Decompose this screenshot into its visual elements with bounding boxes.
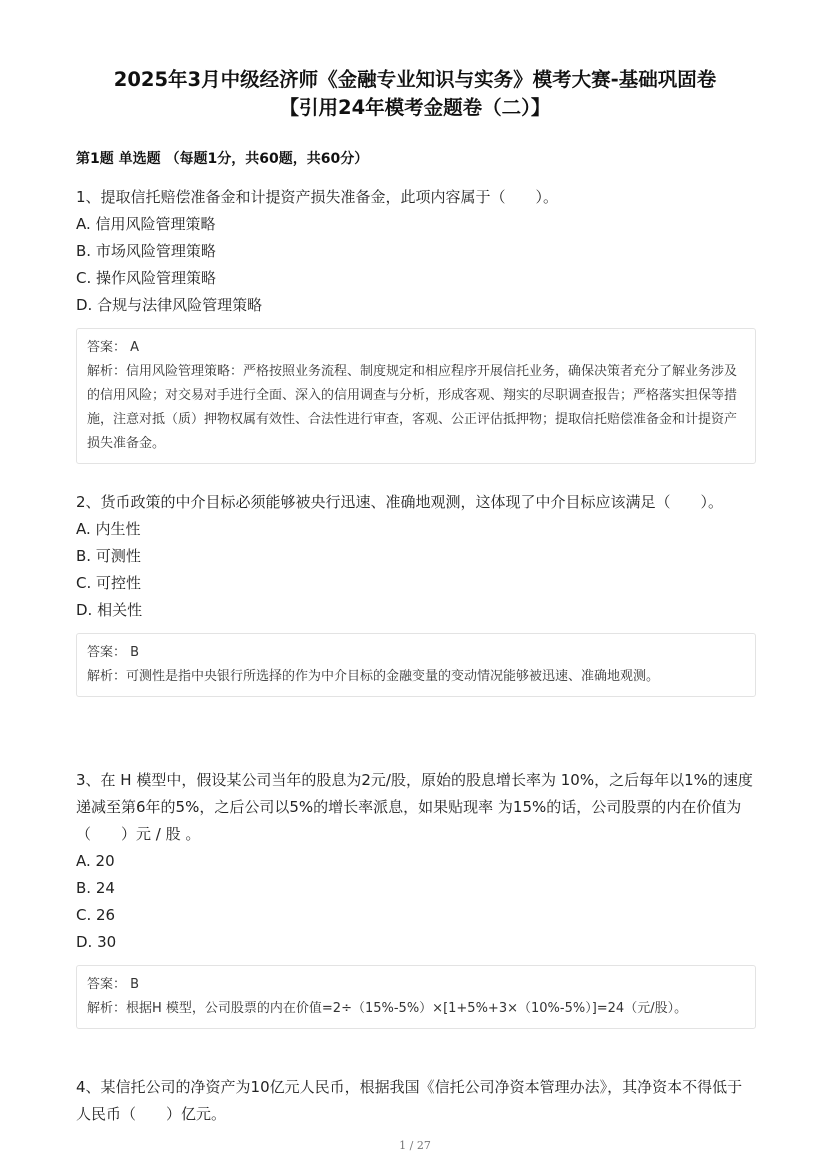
option-a[interactable]: A. 20 — [76, 852, 115, 870]
answer-box — [76, 328, 756, 464]
page-title — [40, 66, 790, 122]
answer-text: 答案： A — [87, 340, 140, 355]
question-3 — [76, 767, 756, 1029]
question-stem: 3、在 H 模型中，假设某公司当年的股息为2元/股，原始的股息增长率为 10%，之后每年以1%的速度递减至第6年的5%，之后公司以5%的增长率派息，如果贴现率 为15%的话，公司股票的内在价值为（ ）元 / 股 。 — [76, 771, 753, 843]
question-2 — [76, 489, 756, 697]
option-c[interactable]: C. 操作风险管理策略 — [76, 269, 217, 287]
option-d[interactable]: D. 相关性 — [76, 601, 143, 619]
page-number: 1 / 27 — [399, 1139, 431, 1152]
question-stem: 2、货币政策的中介目标必须能够被央行迅速、准确地观测，这体现了中介目标应该满足（ ）。 — [76, 493, 724, 511]
option-c[interactable]: C. 26 — [76, 906, 116, 924]
option-a[interactable]: A. 信用风险管理策略 — [76, 215, 216, 233]
answer-box — [76, 633, 756, 697]
option-c[interactable]: C. 可控性 — [76, 574, 142, 592]
analysis-text: 解析：根据H 模型，公司股票的内在价值=2÷（15%-5%）×[1+5%+3×（10%-5%）]=24（元/股）。 — [87, 1001, 688, 1016]
option-d[interactable]: D. 30 — [76, 933, 117, 951]
answer-box — [76, 965, 756, 1029]
analysis-text: 解析：信用风险管理策略：严格按照业务流程、制度规定和相应程序开展信托业务，确保决策者充分了解业务涉及的信用风险；对交易对手进行全面、深入的信用调查与分析，形成客观、翔实的尽职调查报告；严格落实担保等措施，注意对抵（质）押物权属有效性、合法性进行审查，客观、公正评估抵押物；提取信托赔偿准备金和计提资产损失准备金。 — [87, 364, 738, 451]
option-a[interactable]: A. 内生性 — [76, 520, 141, 538]
question-stem: 1、提取信托赔偿准备金和计提资产损失准备金，此项内容属于（ ）。 — [76, 188, 559, 206]
analysis-text: 解析：可测性是指中央银行所选择的作为中介目标的金融变量的变动情况能够被迅速、准确地观测。 — [87, 669, 660, 684]
section-header — [76, 148, 368, 168]
option-d[interactable]: D. 合规与法律风险管理策略 — [76, 296, 263, 314]
title-line-1: 2025年3月中级经济师《金融专业知识与实务》模考大赛-基础巩固卷 — [113, 68, 717, 91]
answer-text: 答案： B — [87, 977, 140, 992]
section-note: （每题1分，共60题，共60分） — [165, 151, 369, 167]
question-stem: 4、某信托公司的净资产为10亿元人民币，根据我国《信托公司净资本管理办法》，其净资本不得低于人民币（ ）亿元。 — [76, 1078, 743, 1123]
option-b[interactable]: B. 可测性 — [76, 547, 141, 565]
section-label: 第1题 单选题 — [76, 151, 161, 167]
question-4 — [76, 1074, 756, 1128]
option-b[interactable]: B. 24 — [76, 879, 115, 897]
option-b[interactable]: B. 市场风险管理策略 — [76, 242, 216, 260]
answer-text: 答案： B — [87, 645, 140, 660]
question-1 — [76, 184, 756, 464]
title-line-2: 【引用24年模考金题卷（二）】 — [279, 96, 551, 119]
